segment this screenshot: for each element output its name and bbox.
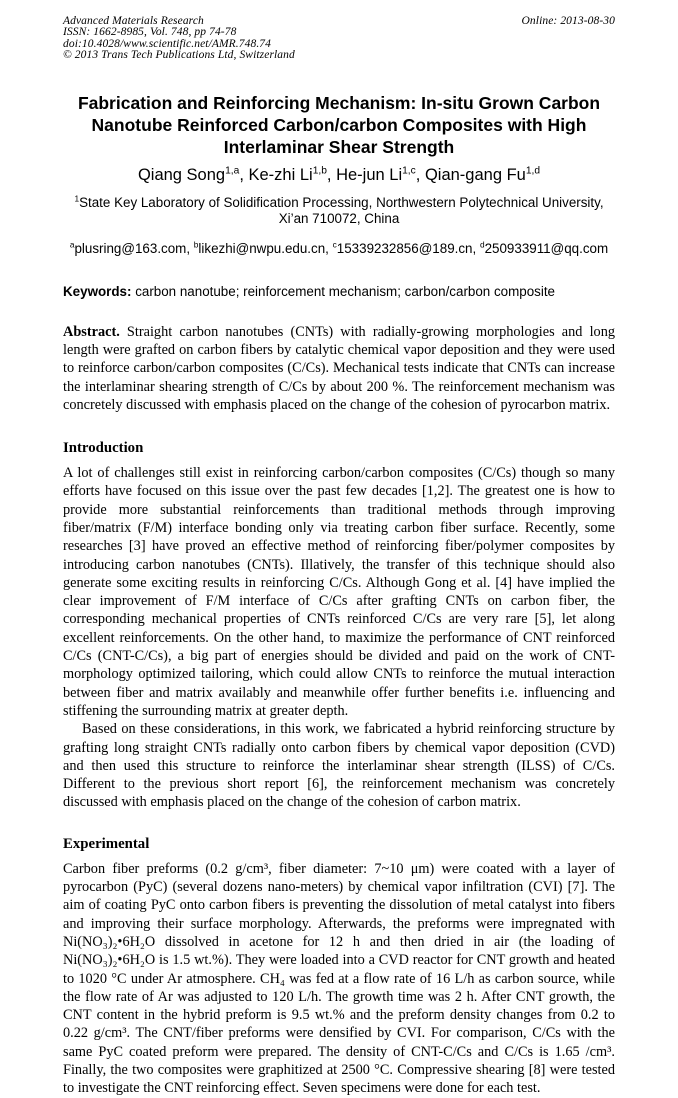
author-separator: , — [415, 165, 425, 184]
email-superscript: d — [479, 239, 485, 250]
email-address: 250933911@qq.com — [484, 240, 609, 256]
email-separator: , — [472, 240, 480, 256]
author — [336, 166, 425, 184]
author-superscript: 1,d — [525, 165, 541, 177]
issn-line: ISSN: 1662-8985, Vol. 748, pp 74-78 — [63, 26, 237, 39]
author-name: Ke-zhi Li — [248, 165, 313, 184]
authors-line — [63, 165, 615, 185]
abstract-text: Straight carbon nanotubes (CNTs) with radially-growing morphologies and long length were grafted on carbon fibers by catalytic chemical vapor deposition and they were used to reinforce carbon/carbon composites (C/Cs). Mechanical tests indicate that CNTs can increase the interlaminar shearing strength of C/Cs by about 200 %. The reinforcement mechanism was concretely discussed with emphasis placed on the change of the cohesion of pyrocarbon matrix. — [63, 323, 615, 413]
introduction-paragraph-1: A lot of challenges still exist in reinforcing carbon/carbon composites (C/Cs) though so many efforts have focused on this issue over the past few decades [1,2]. The greatest one is how to provide more substantial reinforcements than traditional methods through improving fiber/matrix (F/M) interface bonding only via treating carbon fiber surface. Recently, some researches [3] have proved an effective method of reinforcing fiber/polymer composites by introducing carbon nanotubes (CNTs). Illatively, the transfer of this technique should also generate some exciting results in reinforcing C/Cs. Although Gong et al. [4] have implied the clear improvement of F/M interface of C/Cs after grafting CNTs on carbon fiber, the corresponding mechanical properties of CNTs reinforced C/Cs are very rare [5], let along excellent reinforcements. On the other hand, to maximize the performance of CNT reinforced C/Cs (CNT-C/Cs), a big part of energies should be divided and paid on the work of CNT-morphology optimized tailoring, which could allow CNTs to reinforce the mutual interaction between fiber and matrix availably and meanwhile offer further benefits i.e. influencing and stiffening the surrounding matrix at greater depth. — [63, 465, 615, 719]
experimental-paragraph-1: Carbon fiber preforms (0.2 g/cm³, fiber diameter: 7~10 μm) were coated with a layer of pyrocarbon (PyC) (several dozens nano-meters) by chemical vapor infiltration (CVI) [7]. The aim of coating PyC onto carbon fibers is preventing the dissolution of metal catalyst into fibers and improving their surface morphology. Afterwards, the preforms were impregnated with Ni(NO₃)₂•6H₂O dissolved in acetone for 12 h and then dried in air (the loading of Ni(NO₃)₂•6H₂O is 1.5 wt.%). They were loaded into a CVD reactor for CNT growth and heated to 1020 °C under Ar atmosphere. CH₄ was fed at a flow rate of 16 L/h as carbon source, while the flow rate of Ar was adjusted to 120 L/h. The growth time was 2 h. After CNT growth, the CNT content in the hybrid preform is 9.5 wt.% and the preform density changes from 0.2 to 0.22 g/cm³. The CNT/fiber preforms were densified by CVI. For comparison, C/Cs with the same PyC coated preform were prepared. The density of CNT-C/Cs and C/Cs is 1.65 /cm³. Finally, the two composites were graphitized at 2500 °C. Compressive shearing [8] were tested to investigate the CNT reinforcing effect. Seven specimens were done for each test. — [63, 860, 615, 1097]
doi-line: doi:10.4028/www.scientific.net/AMR.748.74 — [63, 37, 271, 50]
affiliation-text: State Key Laboratory of Solidification Processing, Northwestern Polytechnical University, Xi’an 710072, China — [79, 194, 604, 227]
author-name: Qian-gang Fu — [424, 165, 526, 184]
author — [425, 166, 540, 184]
author-superscript: 1,b — [312, 165, 327, 177]
email — [480, 241, 608, 256]
author-name: Qiang Song — [137, 165, 226, 184]
affiliation — [63, 195, 615, 228]
email-superscript: b — [193, 239, 199, 250]
author-superscript: 1,c — [402, 165, 416, 177]
email-address: 15339232856@189.cn — [336, 240, 473, 256]
online-date: Online: 2013-08-30 — [521, 15, 615, 27]
affiliation-superscript: 1 — [74, 193, 80, 204]
journal-header-left — [63, 16, 295, 62]
author — [248, 166, 336, 184]
journal-header — [63, 16, 615, 62]
author-superscript: 1,a — [225, 165, 240, 177]
abstract-label: Abstract. — [63, 323, 120, 340]
abstract — [63, 323, 615, 414]
keywords-label: Keywords: — [63, 283, 132, 299]
section-heading-experimental: Experimental — [63, 835, 150, 852]
journal-name: Advanced Materials Research — [63, 15, 204, 27]
paper-title: Fabrication and Reinforcing Mechanism: In-situ Grown Carbon Nanotube Reinforced Carbon/carbon Composites with High Interlaminar Shear Strength — [77, 92, 601, 157]
keywords-text: carbon nanotube; reinforcement mechanism; carbon/carbon composite — [131, 283, 555, 299]
email-superscript: a — [69, 239, 75, 250]
email — [333, 241, 480, 256]
copyright-line: © 2013 Trans Tech Publications Ltd, Switzerland — [63, 49, 295, 62]
section-heading-introduction: Introduction — [63, 440, 144, 457]
author-separator: , — [326, 165, 337, 184]
author-separator: , — [239, 165, 249, 184]
keywords-line — [63, 284, 615, 300]
email-address: plusring@163.com — [74, 240, 187, 256]
emails-line — [63, 241, 615, 257]
email-separator: , — [325, 240, 333, 256]
author — [138, 166, 249, 184]
email-superscript: c — [332, 239, 337, 250]
email-separator: , — [186, 240, 194, 256]
introduction-paragraph-2: Based on these considerations, in this work, we fabricated a hybrid reinforcing structure by grafting long straight CNTs radially onto carbon fibers by chemical vapor deposition (CVD) and then used this structure to reinforce the interlaminar shear strength (ILSS) of C/Cs. Different to the previous short report [6], the reinforcement mechanism was concretely discussed with emphasis placed on the change of the cohesion of carbon matrix. — [63, 721, 615, 811]
author-name: He-jun Li — [336, 165, 403, 184]
email — [70, 241, 194, 256]
email-address: likezhi@nwpu.edu.cn — [198, 240, 326, 256]
email — [194, 241, 333, 256]
